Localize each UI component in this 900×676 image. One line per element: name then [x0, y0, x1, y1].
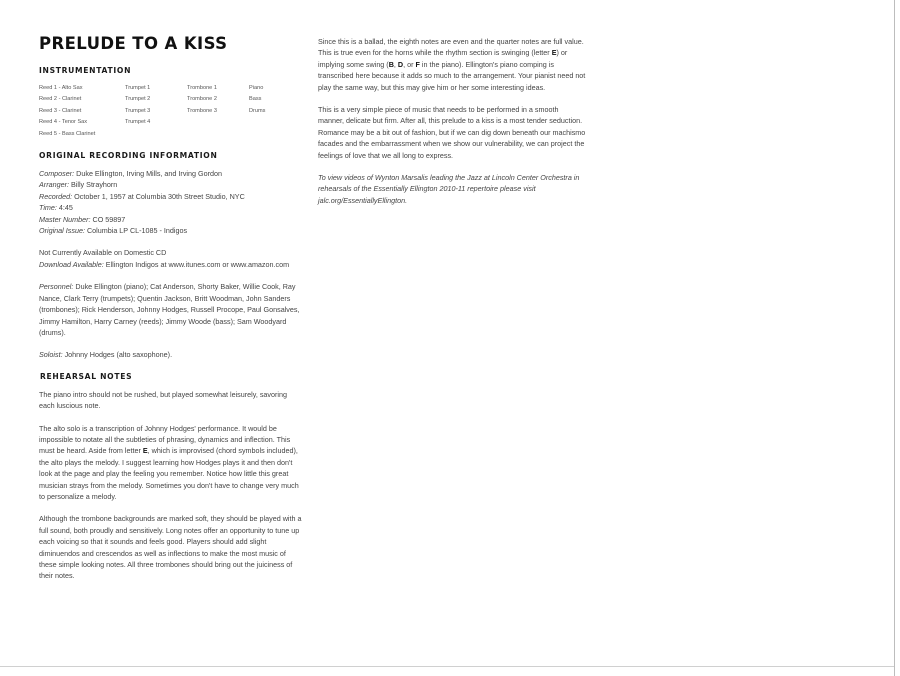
rehearsal-letter: B [388, 59, 394, 69]
download-value: Ellington Indigos at www.itunes.com or www.amazon.com [105, 259, 290, 269]
instrument-item: Trumpet 1 [125, 85, 151, 91]
instrument-item: Trombone 1 [187, 85, 217, 91]
instrument-item: Reed 2 - Clarinet [39, 96, 82, 103]
instrument-item: Trumpet 2 [125, 96, 151, 103]
left-column [39, 34, 303, 582]
recorded-value: October 1, 1957 at Columbia 30th Street Studio, NYC [74, 191, 245, 201]
spacer [39, 502, 303, 513]
right-column [318, 36, 586, 206]
spacer [39, 361, 303, 372]
videos-paragraph [318, 172, 586, 206]
spacer [39, 236, 303, 247]
time-value: 4:45 [58, 203, 73, 213]
rehearsal-letter: F [415, 59, 420, 69]
rehearsal-text: The alto solo is a transcription of Johnny Hodges' performance. It would be impossible to notate all the subtleties of phrasing, dynamics and inflection. This must be heard. Aside from letter [39, 423, 291, 456]
original-issue-label: Original Issue: [39, 226, 85, 236]
recorded-line [39, 191, 303, 202]
download-label: Download Available: [39, 259, 104, 269]
spacer [39, 338, 303, 349]
instrument-item: Bass [249, 96, 262, 103]
page-edge-right [894, 0, 895, 676]
arranger-value: Billy Strayhorn [70, 180, 118, 190]
availability-line: Not Currently Available on Domestic CD [39, 248, 167, 258]
rehearsal-paragraph-2 [39, 423, 303, 503]
ballad-text: , [393, 59, 398, 69]
ballad-text: , or [403, 59, 416, 69]
instrumentation-column-rhythm [249, 83, 299, 140]
instrument-item: Trombone 3 [187, 107, 217, 114]
ballad-text: in the piano). Ellington's piano comping is transcribed here because it adds so much to the arrangement. Your pianist need not play the same way, but this may give him or her some interesting ideas. [318, 59, 586, 92]
composer-value: Duke Ellington, Irving Mills, and Irving Gordon [76, 169, 222, 179]
rehearsal-letter: E [142, 446, 148, 456]
personnel-label: Personnel: [39, 282, 74, 292]
instrumentation-list [39, 83, 303, 140]
rehearsal-paragraph-3: Although the trombone backgrounds are marked soft, they should be played with a full sound, both proudly and sensitively. Long notes offer an opportunity to tune up each voicing so that it sounds and feels good. Players should add slight diminuendos and crescendos as well as inflections to make the most music of these simple looking notes. All three trombones should bring out the juiciness of their notes. [39, 514, 302, 581]
composer-line [39, 168, 303, 179]
arranger-label: Arranger: [39, 180, 69, 190]
instrumentation-column-reeds [39, 83, 125, 140]
rehearsal-letter: E [551, 48, 557, 58]
soloist-label: Soloist: [39, 350, 63, 360]
personnel-paragraph [39, 281, 303, 338]
personnel-value: Duke Ellington (piano); Cat Anderson, Shorty Baker, Willie Cook, Ray Nance, Clark Terry (trumpets); Quentin Jackson, Britt Woodman, John Sanders (trombones); Rick Henderson, Johnny Hodges, Russell Procope, Paul Gonsalves, Jimmy Hamilton, Harry Carney (reeds); Jimmy Woode (bass); Sam Woodyard (drums). [39, 282, 300, 337]
instrument-item: Reed 5 - Bass Clarinet [39, 130, 96, 137]
page-edge-bottom [0, 666, 894, 667]
time-label: Time: [39, 203, 57, 213]
soloist-value: Johnny Hodges (alto saxophone). [64, 350, 173, 360]
rehearsal-paragraph-1: The piano intro should not be rushed, but played somewhat leisurely, savoring each luscious note. [39, 389, 287, 411]
instrument-item: Reed 4 - Tenor Sax [39, 119, 88, 126]
rehearsal-notes-heading: REHEARSAL NOTES [40, 371, 133, 381]
master-number-value: CO 59897 [92, 214, 126, 224]
spacer [39, 270, 303, 281]
spacer [318, 93, 586, 104]
soloist-line [39, 349, 303, 360]
ballad-text: Since this is a ballad, the eighth notes are even and the quarter notes are full value. This is true even for the horns while the rhythm section is swinging (letter [318, 37, 584, 58]
recorded-label: Recorded: [39, 191, 73, 201]
spacer [39, 412, 303, 423]
performance-paragraph: This is a very simple piece of music that needs to be performed in a smooth manner, delicate but firm. After all, this prelude to a kiss is a most tender seduction. Romance may be a bit out of fashion, but if we can dig down beneath our machismo facades and the embarrassment when we show our vulnerability, we can project the feelings of love that we all long to express. [318, 105, 586, 160]
original-issue-line [39, 225, 303, 236]
instrumentation-column-trombones [187, 83, 249, 140]
ballad-paragraph [318, 36, 586, 93]
arranger-line [39, 179, 303, 190]
rehearsal-letter: D [397, 59, 404, 69]
videos-text: To view videos of Wynton Marsalis leading the Jazz at Lincoln Center Orchestra in rehearsals of the Essentially Ellington 2010-11 repertoire please visit jalc.org/EssentiallyEllington. [318, 173, 580, 205]
recording-info-heading: ORIGINAL RECORDING INFORMATION [39, 151, 218, 161]
time-line [39, 202, 303, 213]
instrument-item: Reed 3 - Clarinet [39, 107, 82, 114]
instrument-item: Drums [249, 107, 266, 114]
instrument-item: Piano [249, 85, 264, 91]
spacer [318, 161, 586, 172]
composer-label: Composer: [39, 169, 75, 179]
original-issue-value: Columbia LP CL-1085 - Indigos [86, 226, 188, 236]
instrument-item: Reed 1 - Alto Sax [39, 85, 83, 91]
instrumentation-heading: INSTRUMENTATION [39, 66, 132, 75]
master-number-line [39, 214, 303, 225]
ballad-text: ) or implying some swing ( [318, 48, 568, 69]
instrumentation-column-trumpets [125, 83, 187, 140]
master-number-label: Master Number: [39, 214, 91, 224]
instrument-item: Trombone 2 [187, 96, 217, 103]
download-line [39, 259, 303, 270]
instrument-item: Trumpet 3 [125, 107, 151, 114]
instrument-item: Trumpet 4 [125, 119, 151, 126]
page-title: PRELUDE TO A KISS [39, 34, 228, 53]
rehearsal-text: , which is improvised (chord symbols included), the alto plays the melody. I suggest learning how Hodges plays it and then don't look at the page and play the feeling you remember. Notice how little this great musician strays from the melody. Sometimes you don't have to change very much to personalize a melody. [39, 446, 299, 501]
